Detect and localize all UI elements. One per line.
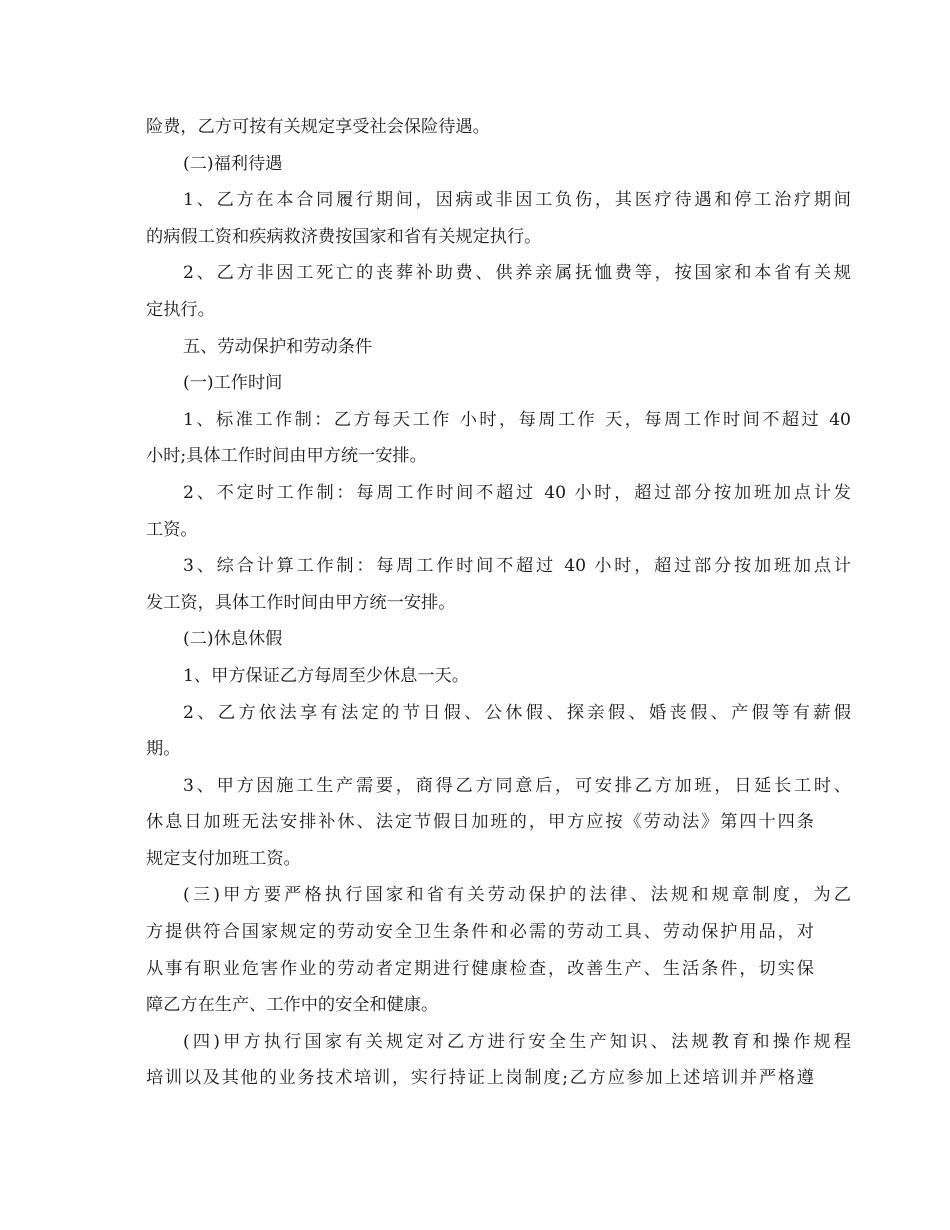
text-line: 3、综合计算工作制：每周工作时间不超过 40 小时，超过部分按加班加点计: [183, 556, 851, 577]
document-body: [146, 109, 851, 1097]
text-line: 规定支付加班工资。: [146, 848, 301, 869]
section-heading: (一)工作时间: [183, 373, 283, 394]
text-line: 从事有职业危害作业的劳动者定期进行健康检查，改善生产、生活条件，切实保: [146, 958, 814, 979]
text-line: 1、甲方保证乙方每周至少休息一天。: [183, 665, 469, 686]
text-line: 的病假工资和疾病救济费按国家和省有关规定执行。: [146, 226, 542, 247]
text-line: (三)甲方要严格执行国家和省有关劳动保护的法律、法规和规章制度，为乙: [183, 885, 851, 906]
text-line: 休息日加班无法安排补休、法定节假日加班的，甲方应按《劳动法》第四十四条: [146, 812, 814, 833]
text-line: 期。: [146, 739, 181, 760]
text-line: 方提供符合国家规定的劳动安全卫生条件和必需的劳动工具、劳动保护用品，对: [146, 922, 814, 943]
text-line: 障乙方在生产、工作中的安全和健康。: [146, 995, 439, 1016]
text-line: 险费，乙方可按有关规定享受社会保险待遇。: [146, 117, 490, 137]
text-line: 1、乙方在本合同履行期间，因病或非因工负伤，其医疗待遇和停工治疗期间: [183, 190, 851, 211]
section-heading: (二)休息休假: [183, 629, 283, 650]
section-heading: 五、劳动保护和劳动条件: [183, 336, 373, 357]
text-line: 工资。: [146, 519, 198, 540]
text-line: 2、乙方依法享有法定的节日假、公休假、探亲假、婚丧假、产假等有薪假: [183, 702, 851, 723]
text-line: 1、标准工作制：乙方每天工作 小时，每周工作 天，每周工作时间不超过 40: [183, 409, 851, 430]
text-line: 2、不定时工作制：每周工作时间不超过 40 小时，超过部分按加班加点计发: [183, 482, 851, 503]
section-heading: (二)福利待遇: [183, 153, 283, 174]
text-line: 发工资，具体工作时间由甲方统一安排。: [146, 592, 456, 613]
text-line: 培训以及其他的业务技术培训，实行持证上岗制度;乙方应参加上述培训并严格遵: [146, 1068, 814, 1089]
text-line: 2、乙方非因工死亡的丧葬补助费、供养亲属抚恤费等，按国家和本省有关规: [183, 263, 851, 284]
text-line: 定执行。: [146, 299, 215, 320]
text-line: 3、甲方因施工生产需要，商得乙方同意后，可安排乙方加班，日延长工时、: [183, 775, 851, 796]
text-line: (四)甲方执行国家有关规定对乙方进行安全生产知识、法规教育和操作规程: [183, 1031, 851, 1052]
text-line: 小时;具体工作时间由甲方统一安排。: [146, 446, 427, 467]
